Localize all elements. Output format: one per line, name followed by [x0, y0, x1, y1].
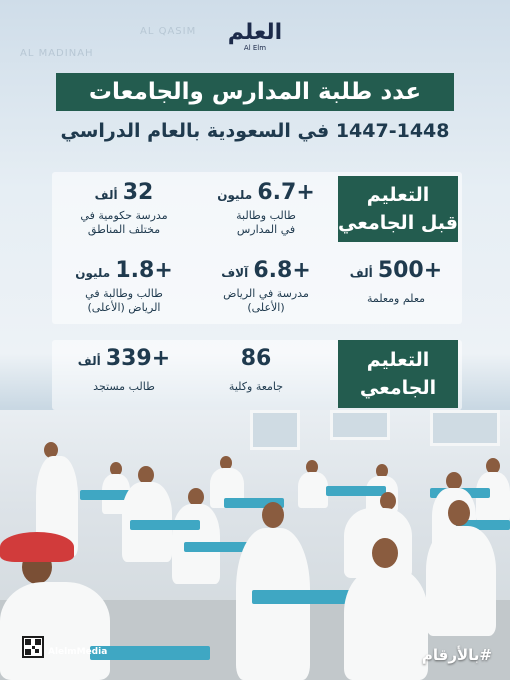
student	[344, 568, 428, 680]
stat-desc: في المدارس	[236, 223, 296, 236]
page-subtitle	[0, 117, 510, 145]
window	[250, 410, 300, 450]
window	[430, 410, 500, 446]
stat-new-students	[54, 346, 194, 394]
student-head	[372, 538, 398, 568]
stat-students-schools	[196, 180, 336, 237]
stat-riyadh-students	[54, 258, 194, 315]
stat-universities	[186, 346, 326, 394]
pre-university-label-line2: قبل الجامعي	[338, 212, 458, 234]
page-title: عدد طلبة المدارس والجامعات	[56, 73, 454, 111]
stat-value: +1.8	[115, 258, 173, 283]
stat-government-schools	[54, 180, 194, 237]
subtitle-text: في السعودية بالعام الدراسي	[60, 120, 330, 142]
university-label	[338, 340, 458, 408]
footer-brand: AlelmMedia	[48, 647, 108, 657]
qr-code-icon	[22, 636, 44, 658]
university-label-line1: التعليم	[366, 349, 430, 371]
stat-teachers	[326, 258, 466, 306]
student-head	[448, 500, 470, 526]
student	[236, 528, 310, 680]
stat-desc: طالب وطالبة	[236, 209, 296, 222]
stat-desc: (الأعلى)	[247, 301, 285, 314]
stat-value: 86	[240, 346, 272, 371]
map-label-qasim: AL QASIM	[140, 26, 197, 37]
pre-university-label-line1: التعليم	[366, 184, 430, 206]
desk	[90, 646, 210, 660]
logo-subtitle: Al Elm	[243, 44, 267, 52]
map-label-madinah: AL MADINAH	[20, 48, 94, 59]
stat-value: +6.7	[257, 180, 315, 205]
red-headscarf	[0, 532, 74, 562]
stat-desc: الرياض (الأعلى)	[87, 301, 161, 314]
stat-unit: ألف	[349, 266, 373, 280]
university-label-line2: الجامعي	[359, 377, 437, 399]
footer-hashtag: #بالأرقام	[421, 646, 492, 664]
stat-desc: طالب مستجد	[93, 380, 155, 393]
desk	[326, 486, 386, 496]
student	[426, 526, 496, 636]
desk	[130, 520, 200, 530]
student	[0, 582, 110, 680]
classroom-photo	[0, 410, 510, 680]
stat-desc: مدرسة حكومية في	[80, 209, 168, 222]
stat-desc: مدرسة في الرياض	[223, 287, 309, 300]
stat-unit: مليون	[75, 266, 111, 280]
stat-desc: طالب وطالبة في	[85, 287, 163, 300]
student-head	[262, 502, 284, 528]
stat-desc: معلم ومعلمة	[366, 292, 426, 305]
window	[330, 410, 390, 440]
stat-desc: مختلف المناطق	[87, 223, 161, 236]
stat-riyadh-schools	[196, 258, 336, 315]
stat-unit: ألف	[94, 188, 118, 202]
pre-university-label	[338, 176, 458, 242]
subtitle-years: 1447-1448	[335, 120, 450, 142]
student	[298, 472, 328, 508]
stat-desc: جامعة وكلية	[228, 380, 284, 393]
stat-value: 32	[122, 180, 154, 205]
stat-value: +6.8	[253, 258, 311, 283]
logo-name: العلم	[227, 20, 283, 45]
stat-value: +500	[377, 258, 443, 283]
brand-logo	[0, 20, 510, 52]
stat-unit: مليون	[217, 188, 253, 202]
stat-unit: آلاف	[221, 266, 249, 280]
stat-value: +339	[105, 346, 171, 371]
stat-unit: ألف	[77, 354, 101, 368]
